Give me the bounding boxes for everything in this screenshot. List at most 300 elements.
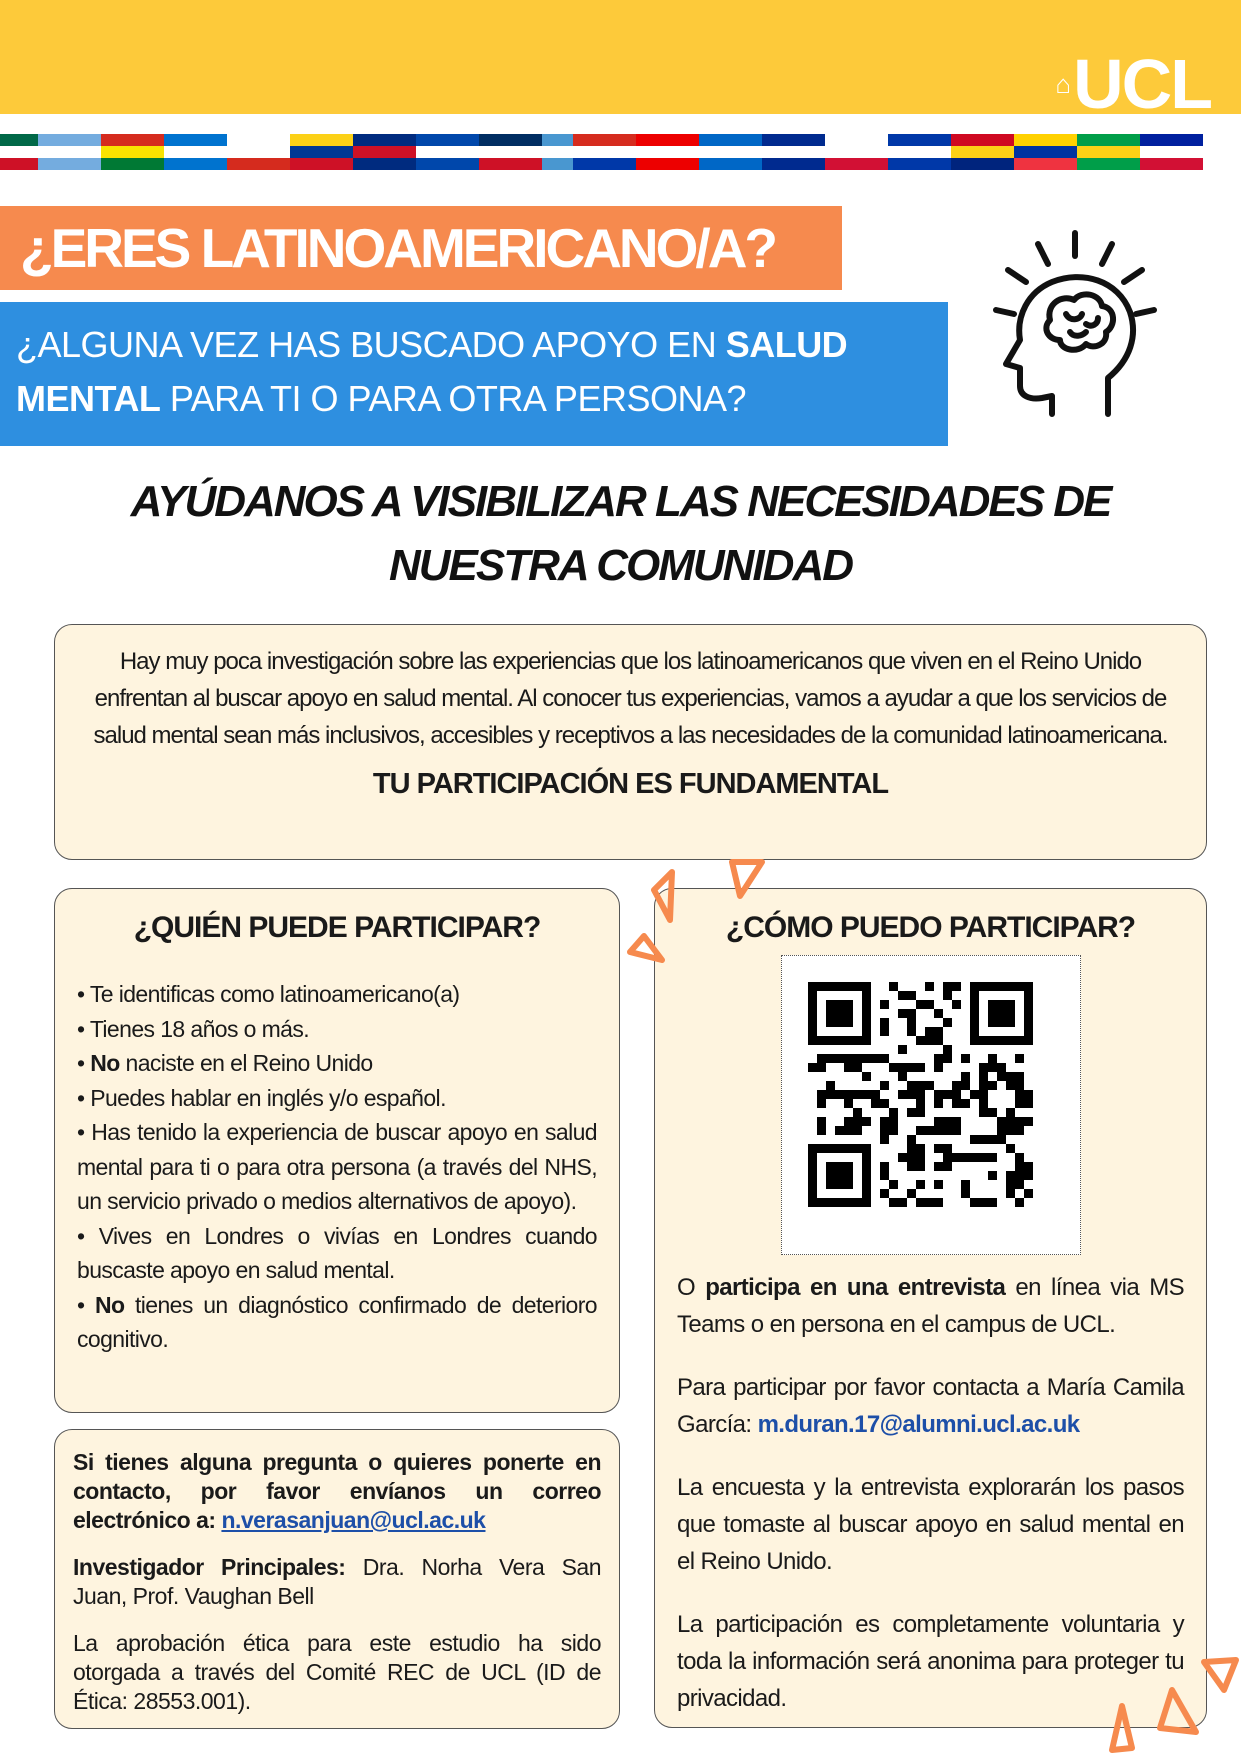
contact-email-link[interactable]: n.verasanjuan@ucl.ac.uk <box>221 1507 486 1533</box>
qr-module <box>988 1108 997 1117</box>
qr-module <box>934 1099 943 1108</box>
qr-module <box>970 1009 979 1018</box>
qr-module <box>817 1099 826 1108</box>
qr-module <box>1015 1171 1024 1180</box>
qr-module <box>844 1063 853 1072</box>
qr-module <box>988 1000 997 1009</box>
qr-module <box>817 1117 826 1126</box>
qr-module <box>826 1180 835 1189</box>
qr-module <box>853 1063 862 1072</box>
qr-module <box>988 982 997 991</box>
qr-module <box>889 1198 898 1207</box>
qr-module <box>880 1117 889 1126</box>
contact-box: Si tienes alguna pregunta o quieres ponerte en contacto, por favor envíanos un correo electrónico a: n.verasanjuan@ucl.ac.uk Investigador Principales: Dra. Norha Vera San Juan, Prof. Vaughan Bell La aprobación ética para este estudio ha sido otorgada a través del Comité REC de UCL (ID de Ética: 28553.001). <box>54 1429 620 1729</box>
qr-module <box>907 1135 916 1144</box>
qr-module <box>826 1162 835 1171</box>
ucl-logo: ⌂UCL <box>1055 52 1211 116</box>
qr-module <box>961 1054 970 1063</box>
qr-module <box>925 1000 934 1009</box>
qr-module <box>970 1135 979 1144</box>
qr-module <box>853 1144 862 1153</box>
qr-module <box>853 1117 862 1126</box>
qr-module <box>916 1180 925 1189</box>
survey-description: La encuesta y la entrevista explorarán los pasos que tomaste al buscar apoyo en salud mental en el Reino Unido. <box>677 1474 1184 1575</box>
qr-module <box>925 1027 934 1036</box>
qr-module <box>862 1090 871 1099</box>
qr-module <box>1024 1090 1033 1099</box>
qr-module <box>934 1144 943 1153</box>
qr-module <box>844 1180 853 1189</box>
qr-module <box>952 1081 961 1090</box>
qr-module <box>862 1144 871 1153</box>
qr-module <box>862 1018 871 1027</box>
qr-module <box>1024 1000 1033 1009</box>
qr-module <box>1024 1036 1033 1045</box>
qr-module <box>826 1000 835 1009</box>
qr-module <box>808 1036 817 1045</box>
qr-module <box>1006 1171 1015 1180</box>
qr-module <box>898 1072 907 1081</box>
qr-module <box>808 1162 817 1171</box>
qr-module <box>934 1126 943 1135</box>
qr-module <box>808 1144 817 1153</box>
ethics-text: La aprobación ética para este estudio ha sido otorgada a través del Comité REC de UCL (ID de Ética: 28553.001). <box>73 1630 601 1714</box>
qr-module <box>934 1117 943 1126</box>
eligibility-list <box>77 977 597 1357</box>
qr-module <box>925 1036 934 1045</box>
qr-module <box>835 1162 844 1171</box>
participation-email-link[interactable]: m.duran.17@alumni.ucl.ac.uk <box>757 1411 1080 1438</box>
qr-module <box>997 1072 1006 1081</box>
qr-module <box>808 1198 817 1207</box>
qr-module <box>835 1000 844 1009</box>
qr-module <box>997 1036 1006 1045</box>
qr-module <box>943 1117 952 1126</box>
qr-module <box>853 1126 862 1135</box>
how-title: ¿CÓMO PUEDO PARTICIPAR? <box>725 911 1136 944</box>
qr-module <box>916 1198 925 1207</box>
qr-module <box>916 1036 925 1045</box>
qr-module <box>871 1090 880 1099</box>
qr-module <box>907 1108 916 1117</box>
qr-module <box>970 1036 979 1045</box>
qr-module <box>835 1180 844 1189</box>
qr-module <box>997 1117 1006 1126</box>
qr-module <box>961 1099 970 1108</box>
qr-module <box>808 1063 817 1072</box>
headline: AYÚDANOS A VISIBILIZAR LAS NECESIDADES DE NUESTRA COMUNIDAD <box>130 477 1111 590</box>
qr-module <box>934 1162 943 1171</box>
decorative-triangles-icon <box>626 856 766 966</box>
qr-module <box>979 1198 988 1207</box>
qr-module <box>835 1198 844 1207</box>
qr-module <box>997 1135 1006 1144</box>
qr-module <box>916 1162 925 1171</box>
list-item: • Vives en Londres o vivías en Londres cuando buscaste apoyo en salud mental. <box>77 1222 597 1283</box>
qr-module <box>916 1108 925 1117</box>
qr-module <box>862 1180 871 1189</box>
qr-module <box>862 1072 871 1081</box>
qr-module <box>988 1063 997 1072</box>
qr-module <box>898 1063 907 1072</box>
qr-module <box>880 1126 889 1135</box>
qr-module <box>907 1081 916 1090</box>
intro-box <box>54 624 1207 860</box>
qr-module <box>1006 1072 1015 1081</box>
qr-module <box>907 1009 916 1018</box>
qr-module <box>898 1153 907 1162</box>
qr-module <box>862 1036 871 1045</box>
qr-module <box>862 1171 871 1180</box>
qr-module <box>916 1153 925 1162</box>
qr-module <box>943 1054 952 1063</box>
qr-module <box>862 1198 871 1207</box>
qr-module <box>916 1000 925 1009</box>
qr-module <box>1006 1018 1015 1027</box>
qr-module <box>844 1090 853 1099</box>
qr-module <box>853 982 862 991</box>
qr-module <box>889 1126 898 1135</box>
qr-module <box>844 1162 853 1171</box>
qr-module <box>952 982 961 991</box>
qr-module <box>916 1144 925 1153</box>
eligibility-title: ¿QUIÉN PUEDE PARTICIPAR? <box>133 911 541 944</box>
intro-text: Hay muy poca investigación sobre las experiencias que los latinoamericanos que viven en el Reino Unido enfrentan al buscar apoyo en salud mental. Al conocer tus experiencias, vamos a ayudar a que los servicios de salud mental sean más inclusivos, accesibles y receptivos a las necesidades de la comunidad latinoamericana. <box>93 648 1168 749</box>
qr-module <box>1006 1180 1015 1189</box>
qr-module <box>997 1009 1006 1018</box>
qr-module <box>1006 1126 1015 1135</box>
qr-module <box>862 1162 871 1171</box>
qr-module <box>844 1099 853 1108</box>
qr-module <box>1015 1198 1024 1207</box>
qr-module <box>880 1000 889 1009</box>
qr-module <box>943 1162 952 1171</box>
qr-module <box>961 1153 970 1162</box>
qr-module <box>1006 1144 1015 1153</box>
qr-module <box>961 1189 970 1198</box>
brain-head-icon <box>990 228 1160 428</box>
qr-module <box>916 1063 925 1072</box>
latin-american-flags-strip <box>0 134 1241 170</box>
qr-module <box>844 1000 853 1009</box>
qr-module <box>1015 1081 1024 1090</box>
qr-module <box>916 1090 925 1099</box>
qr-module <box>1024 1018 1033 1027</box>
qr-module <box>844 1036 853 1045</box>
qr-module <box>961 1180 970 1189</box>
qr-module <box>880 1171 889 1180</box>
qr-module <box>835 1126 844 1135</box>
qr-module <box>853 1198 862 1207</box>
qr-module <box>844 1171 853 1180</box>
qr-module <box>1015 1162 1024 1171</box>
qr-module <box>952 1099 961 1108</box>
qr-module <box>979 1153 988 1162</box>
qr-module <box>1024 1162 1033 1171</box>
qr-module <box>817 1126 826 1135</box>
qr-module <box>1015 1036 1024 1045</box>
qr-module <box>988 1018 997 1027</box>
qr-module <box>1024 982 1033 991</box>
qr-module <box>835 1054 844 1063</box>
qr-module <box>934 1054 943 1063</box>
qr-module <box>1015 1054 1024 1063</box>
main-title: ¿ERES LATINOAMERICANO/A? <box>20 217 776 279</box>
qr-module <box>970 1000 979 1009</box>
qr-module <box>817 1090 826 1099</box>
qr-module <box>808 1000 817 1009</box>
qr-module <box>988 1153 997 1162</box>
survey-qr-code[interactable] <box>781 955 1081 1255</box>
qr-module <box>898 1198 907 1207</box>
qr-module <box>1015 1180 1024 1189</box>
qr-module <box>1015 1090 1024 1099</box>
qr-module <box>961 1072 970 1081</box>
qr-module <box>934 1180 943 1189</box>
qr-module <box>898 991 907 1000</box>
qr-module <box>943 1153 952 1162</box>
qr-code-graphic <box>782 956 1080 1254</box>
qr-module <box>835 1144 844 1153</box>
qr-module <box>943 1090 952 1099</box>
qr-module <box>862 1189 871 1198</box>
qr-module <box>952 1000 961 1009</box>
qr-module <box>808 1189 817 1198</box>
qr-module <box>952 1090 961 1099</box>
qr-module <box>853 1090 862 1099</box>
qr-module <box>1024 1099 1033 1108</box>
qr-module <box>1006 1009 1015 1018</box>
qr-module <box>997 1018 1006 1027</box>
qr-module <box>844 1009 853 1018</box>
qr-module <box>970 1018 979 1027</box>
qr-module <box>889 982 898 991</box>
qr-module <box>826 1018 835 1027</box>
qr-module <box>835 1018 844 1027</box>
qr-module <box>862 991 871 1000</box>
qr-module <box>934 1198 943 1207</box>
qr-module <box>898 1090 907 1099</box>
qr-module <box>979 1108 988 1117</box>
qr-module <box>862 1009 871 1018</box>
qr-module <box>1015 1072 1024 1081</box>
qr-module <box>1006 1036 1015 1045</box>
qr-module <box>835 1009 844 1018</box>
qr-module <box>817 1054 826 1063</box>
qr-module <box>907 1153 916 1162</box>
how-to-participate-box: ¿CÓMO PUEDO PARTICIPAR? O participa en una entrevista en línea via MS Teams o en persona en el campus de UCL. Para participar por favor contacta a María Camila García: m.duran.17@alumni.ucl.ac.uk La encuesta y la entrevista explorarán los pasos que tomaste al buscar apoyo en salud mental en el Reino Unido. La participación es completamente voluntaria y toda la información será anonima para proteger tu privacidad. <box>654 888 1207 1728</box>
qr-module <box>826 1036 835 1045</box>
qr-module <box>934 1036 943 1045</box>
qr-module <box>1015 1099 1024 1108</box>
qr-module <box>997 982 1006 991</box>
qr-module <box>889 1180 898 1189</box>
qr-module <box>1024 1171 1033 1180</box>
qr-module <box>862 1153 871 1162</box>
qr-module <box>916 1126 925 1135</box>
qr-module <box>943 982 952 991</box>
qr-module <box>952 1153 961 1162</box>
qr-module <box>979 982 988 991</box>
qr-module <box>979 1090 988 1099</box>
qr-module <box>934 1090 943 1099</box>
qr-module <box>808 1009 817 1018</box>
qr-module <box>826 1090 835 1099</box>
qr-module <box>862 1027 871 1036</box>
qr-module <box>880 1018 889 1027</box>
qr-module <box>907 1063 916 1072</box>
qr-module <box>916 1099 925 1108</box>
qr-module <box>844 1144 853 1153</box>
decorative-triangles-icon <box>1100 1650 1241 1755</box>
qr-module <box>871 1054 880 1063</box>
participation-emphasis: TU PARTICIPACIÓN ES FUNDAMENTAL <box>372 768 889 800</box>
qr-module <box>844 1126 853 1135</box>
qr-module <box>862 1117 871 1126</box>
qr-module <box>925 982 934 991</box>
qr-module <box>853 1054 862 1063</box>
qr-module <box>826 1054 835 1063</box>
qr-module <box>970 1027 979 1036</box>
qr-module <box>880 1099 889 1108</box>
qr-module <box>826 1198 835 1207</box>
qr-module <box>853 1108 862 1117</box>
qr-module <box>808 1180 817 1189</box>
eligibility-box <box>54 888 620 1413</box>
qr-module <box>871 1099 880 1108</box>
qr-module <box>1015 1117 1024 1126</box>
qr-module <box>862 1054 871 1063</box>
qr-module <box>1024 1117 1033 1126</box>
qr-module <box>1024 1009 1033 1018</box>
qr-module <box>880 1027 889 1036</box>
qr-module <box>979 1081 988 1090</box>
qr-module <box>817 982 826 991</box>
qr-module <box>808 1171 817 1180</box>
qr-module <box>988 1054 997 1063</box>
privacy-note: La participación es completamente voluntaria y toda la información será anonima para proteger tu privacidad. <box>677 1611 1184 1712</box>
qr-module <box>844 1054 853 1063</box>
qr-module <box>1015 982 1024 991</box>
qr-module <box>1006 1189 1015 1198</box>
qr-module <box>808 1153 817 1162</box>
qr-module <box>826 1144 835 1153</box>
list-item: • Puedes hablar en inglés y/o español. <box>77 1084 446 1111</box>
qr-module <box>808 991 817 1000</box>
qr-module <box>979 1036 988 1045</box>
qr-module <box>808 1018 817 1027</box>
qr-module <box>934 1063 943 1072</box>
qr-module <box>961 1081 970 1090</box>
qr-module <box>844 982 853 991</box>
qr-module <box>907 1018 916 1027</box>
list-item: • Te identificas como latinoamericano(a) <box>77 981 460 1007</box>
main-title-banner <box>0 206 842 290</box>
qr-module <box>943 1144 952 1153</box>
qr-module <box>997 1063 1006 1072</box>
qr-module <box>817 1144 826 1153</box>
qr-module <box>997 1126 1006 1135</box>
qr-module <box>943 1126 952 1135</box>
qr-module <box>997 1000 1006 1009</box>
qr-module <box>817 1198 826 1207</box>
qr-module <box>835 1171 844 1180</box>
qr-module <box>826 982 835 991</box>
qr-module <box>934 1027 943 1036</box>
qr-module <box>1006 1117 1015 1126</box>
qr-module <box>880 1081 889 1090</box>
qr-module <box>835 982 844 991</box>
qr-module <box>1006 1108 1015 1117</box>
list-item: • No tienes un diagnóstico confirmado de deterioro cognitivo. <box>77 1291 597 1352</box>
qr-module <box>907 1144 916 1153</box>
list-item: • Has tenido la experiencia de buscar apoyo en salud mental para ti o para otra persona (a través del NHS, un servicio privado o medios alternativos de apoyo). <box>77 1119 597 1214</box>
qr-module <box>844 1117 853 1126</box>
qr-module <box>988 1198 997 1207</box>
qr-module <box>826 1009 835 1018</box>
qr-module <box>925 1126 934 1135</box>
qr-module <box>808 982 817 991</box>
qr-module <box>835 1090 844 1099</box>
subtitle-banner: ¿ALGUNA VEZ HAS BUSCADO APOYO EN SALUD MENTAL PARA TI O PARA OTRA PERSONA? <box>0 302 948 446</box>
list-item: • No naciste en el Reino Unido <box>77 1050 373 1076</box>
qr-module <box>817 1036 826 1045</box>
qr-module <box>988 1081 997 1090</box>
qr-module <box>1006 982 1015 991</box>
qr-module <box>907 991 916 1000</box>
qr-module <box>1006 1081 1015 1090</box>
qr-module <box>1015 1126 1024 1135</box>
qr-module <box>988 1009 997 1018</box>
qr-module <box>925 1198 934 1207</box>
qr-module <box>952 1117 961 1126</box>
qr-module <box>988 1135 997 1144</box>
qr-module <box>934 1009 943 1018</box>
qr-module <box>880 1135 889 1144</box>
qr-module <box>907 1162 916 1171</box>
qr-module <box>970 1153 979 1162</box>
qr-module <box>916 1081 925 1090</box>
qr-module <box>853 1036 862 1045</box>
qr-module <box>844 1198 853 1207</box>
qr-module <box>880 1189 889 1198</box>
qr-module <box>898 1045 907 1054</box>
qr-module <box>862 1000 871 1009</box>
qr-module <box>925 1081 934 1090</box>
qr-module <box>907 1027 916 1036</box>
qr-module <box>1024 991 1033 1000</box>
qr-module <box>952 1126 961 1135</box>
qr-module <box>1024 1027 1033 1036</box>
qr-module <box>889 1108 898 1117</box>
qr-module <box>907 1189 916 1198</box>
qr-module <box>943 1018 952 1027</box>
qr-module <box>979 1099 988 1108</box>
list-item: • Tienes 18 años o más. <box>77 1015 310 1042</box>
qr-module <box>970 982 979 991</box>
qr-module <box>943 1045 952 1054</box>
qr-module <box>844 1018 853 1027</box>
qr-module <box>817 1063 826 1072</box>
qr-module <box>1024 1189 1033 1198</box>
qr-module <box>1015 1153 1024 1162</box>
qr-module <box>970 1090 979 1099</box>
qr-module <box>808 1027 817 1036</box>
qr-module <box>979 1135 988 1144</box>
qr-module <box>826 1081 835 1090</box>
qr-module <box>970 991 979 1000</box>
qr-module <box>880 1162 889 1171</box>
